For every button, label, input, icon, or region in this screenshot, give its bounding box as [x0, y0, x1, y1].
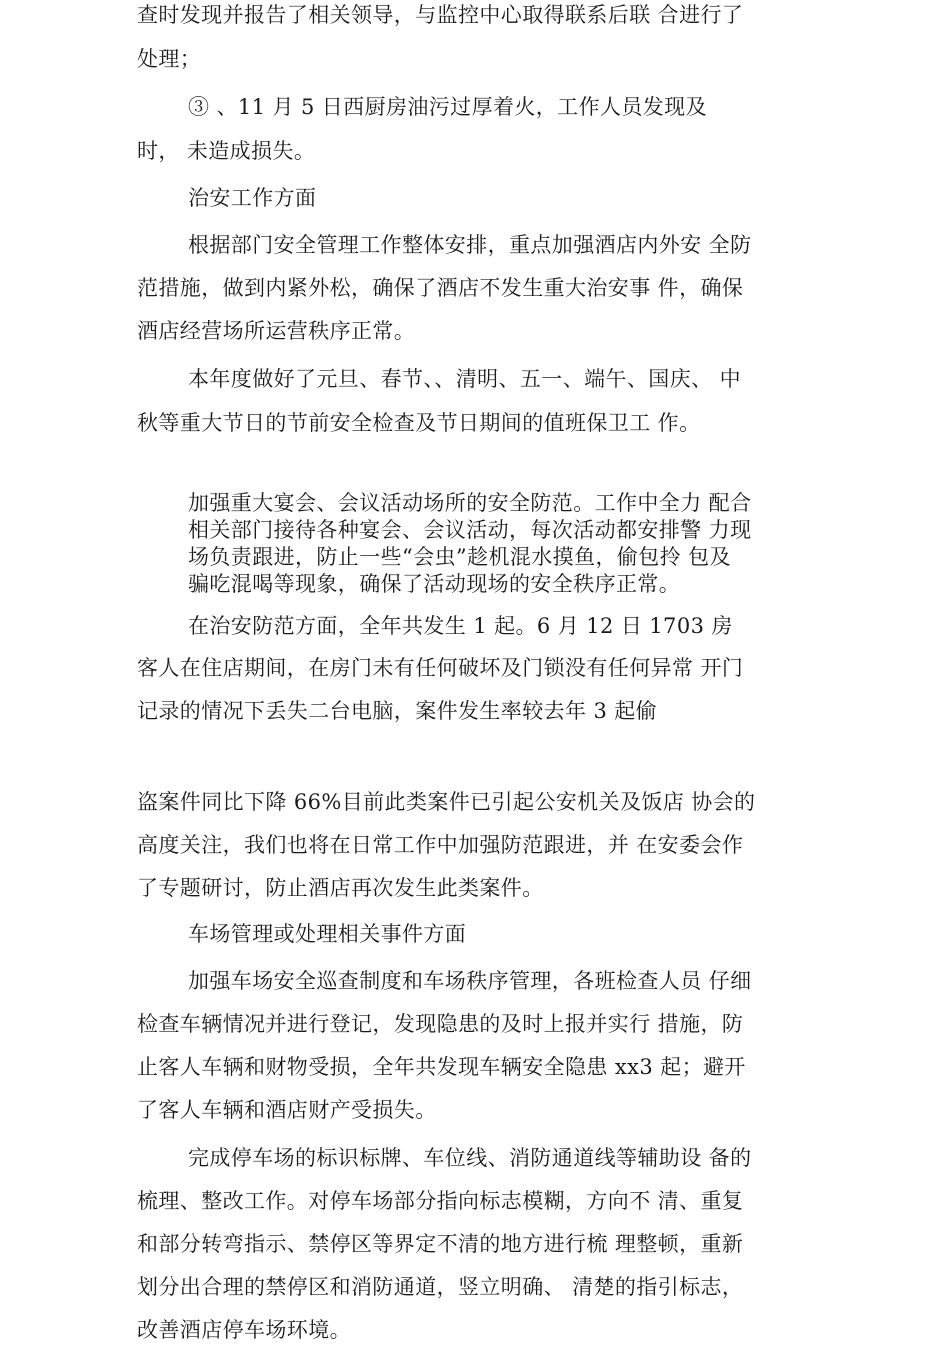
text-line: 相关部门接待各种宴会、会议活动，每次活动都安排警 力现 — [188, 518, 752, 542]
text-line: 盗案件同比下降 66%目前此类案件已引起公安机关及饭店 协会的 — [137, 790, 756, 814]
text-line: 梳理、整改工作。对停车场部分指向标志模糊，方向不 清、重复 — [137, 1189, 744, 1213]
text-line: 查时发现并报告了相关领导，与监控中心取得联系后联 合进行了 — [137, 3, 744, 27]
section-heading: 治安工作方面 — [188, 186, 317, 210]
text-line: 时， 未造成损失。 — [137, 139, 316, 163]
text-line: 骗吃混喝等现象，确保了活动现场的安全秩序正常。 — [188, 572, 681, 596]
text-line: 加强车场安全巡查制度和车场秩序管理，各班检查人员 仔细 — [188, 969, 752, 993]
text-line: 场负责跟进，防止一些“会虫”趁机混水摸鱼，偷包拎 包及 — [188, 545, 731, 569]
text-line: 高度关注，我们也将在日常工作中加强防范跟进，并 在安委会作 — [137, 833, 744, 857]
text-line: 加强重大宴会、会议活动场所的安全防范。工作中全力 配合 — [188, 491, 752, 515]
text-line: 记录的情况下丢失二台电脑，案件发生率较去年 3 起偷 — [137, 699, 658, 723]
text-line: 和部分转弯指示、禁停区等界定不清的地方进行梳 理整顿，重新 — [137, 1232, 744, 1256]
text-line: 划分出合理的禁停区和消防通道，竖立明确、 清楚的指引标志， — [137, 1275, 744, 1299]
text-line: 了客人车辆和酒店财产受损失。 — [137, 1098, 437, 1122]
text-line: 根据部门安全管理工作整体安排，重点加强酒店内外安 全防 — [188, 233, 752, 257]
text-line: 本年度做好了元旦、春节、、清明、五一、端午、国庆、 中 — [188, 367, 741, 391]
text-line: ③ 、11 月 5 日西厨房油污过厚着火，工作人员发现及 — [188, 95, 707, 119]
section-heading: 车场管理或处理相关事件方面 — [188, 922, 467, 946]
text-line: 处理； — [137, 47, 202, 71]
text-line: 范措施，做到内紧外松，确保了酒店不发生重大治安事 件，确保 — [137, 276, 744, 300]
text-line: 了专题研讨，防止酒店再次发生此类案件。 — [137, 876, 544, 900]
text-line: 完成停车场的标识标牌、车位线、消防通道线等辅助设 备的 — [188, 1146, 752, 1170]
text-line: 客人在住店期间，在房门未有任何破坏及门锁没有任何异常 开门 — [137, 656, 744, 680]
text-line: 检查车辆情况并进行登记，发现隐患的及时上报并实行 措施，防 — [137, 1012, 744, 1036]
text-line: 止客人车辆和财物受损，全年共发现车辆安全隐患 xx3 起；避开 — [137, 1055, 746, 1079]
text-line: 在治安防范方面，全年共发生 1 起。6 月 12 日 1703 房 — [188, 614, 733, 638]
text-line: 秋等重大节日的节前安全检查及节日期间的值班保卫工 作。 — [137, 411, 701, 435]
text-line: 酒店经营场所运营秩序正常。 — [137, 319, 416, 343]
text-line: 改善酒店停车场环境。 — [137, 1318, 351, 1342]
